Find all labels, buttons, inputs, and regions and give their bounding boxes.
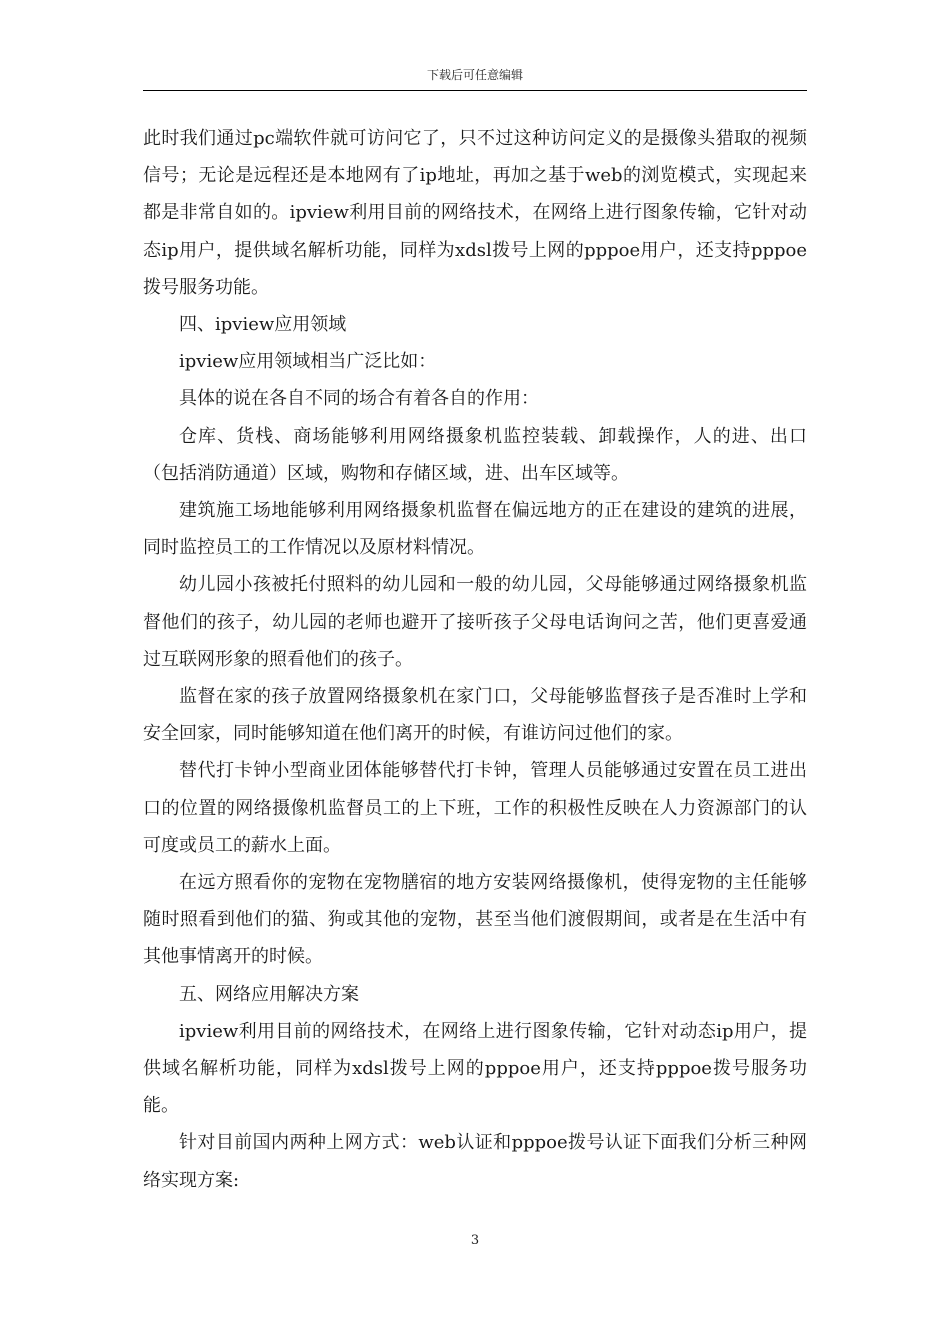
- section-heading-applications: 四、ipview应用领域: [179, 314, 347, 336]
- paragraph-continuation: 此时我们通过pc端软件就可访问它了，只不过这种访问定义的是摄像头猎取的视频信号；无论是远程还是本地网有了ip地址，再加之基于web的浏览模式，实现起来都是非常自如的。ipview利用目前的网络技术，在网络上进行图象传输，它针对动态ip用户，提供域名解析功能，同样为xdsl拨号上网的pppoe用户，还支持pppoe拨号服务功能。: [143, 128, 807, 298]
- header-caption: 下载后可任意编辑: [426, 68, 523, 82]
- header-divider: [143, 90, 807, 91]
- paragraph-kindergarten: 幼儿园小孩被托付照料的幼儿园和一般的幼儿园，父母能够通过网络摄象机监督他们的孩子，幼儿园的老师也避开了接听孩子父母电话询问之苦，他们更喜爱通过互联网形象的照看他们的孩子。: [143, 574, 807, 670]
- page-number: 3: [470, 1233, 480, 1248]
- document-body: [143, 120, 807, 1199]
- paragraph: ipview利用目前的网络技术，在网络上进行图象传输，它针对动态ip用户，提供域名解析功能，同样为xdsl拨号上网的pppoe用户，还支持pppoe拨号服务功能。: [143, 1020, 807, 1117]
- section-heading-solutions: 五、网络应用解决方案: [179, 983, 359, 1005]
- paragraph-home-children: 监督在家的孩子放置网络摄象机在家门口，父母能够监督孩子是否准时上学和安全回家，同时能够知道在他们离开的时候，有谁访问过他们的家。: [143, 686, 807, 745]
- paragraph: ipview应用领域相当广泛比如：: [179, 351, 437, 373]
- paragraph-construction: 建筑施工场地能够利用网络摄象机监督在偏远地方的正在建设的建筑的进展，同时监控员工的工作情况以及原材料情况。: [143, 500, 807, 559]
- paragraph-pets: 在远方照看你的宠物在宠物膳宿的地方安装网络摄像机，使得宠物的主任能够随时照看到他们的猫、狗或其他的宠物，甚至当他们渡假期间，或者是在生活中有其他事情离开的时候。: [143, 872, 807, 968]
- paragraph: 针对目前国内两种上网方式：web认证和pppoe拨号认证下面我们分析三种网络实现方案:: [143, 1132, 807, 1191]
- page-header: [0, 0, 950, 92]
- paragraph-warehouse: 仓库、货栈、商场能够利用网络摄象机监控装载、卸载操作，人的进、出口（包括消防通道）区域，购物和存储区域，进、出车区域等。: [143, 425, 807, 484]
- paragraph-time-clock: 替代打卡钟小型商业团体能够替代打卡钟，管理人员能够通过安置在员工进出口的位置的网络摄像机监督员工的上下班，工作的积极性反映在人力资源部门的认可度或员工的薪水上面。: [143, 760, 807, 856]
- paragraph: 具体的说在各自不同的场合有着各自的作用：: [179, 388, 539, 410]
